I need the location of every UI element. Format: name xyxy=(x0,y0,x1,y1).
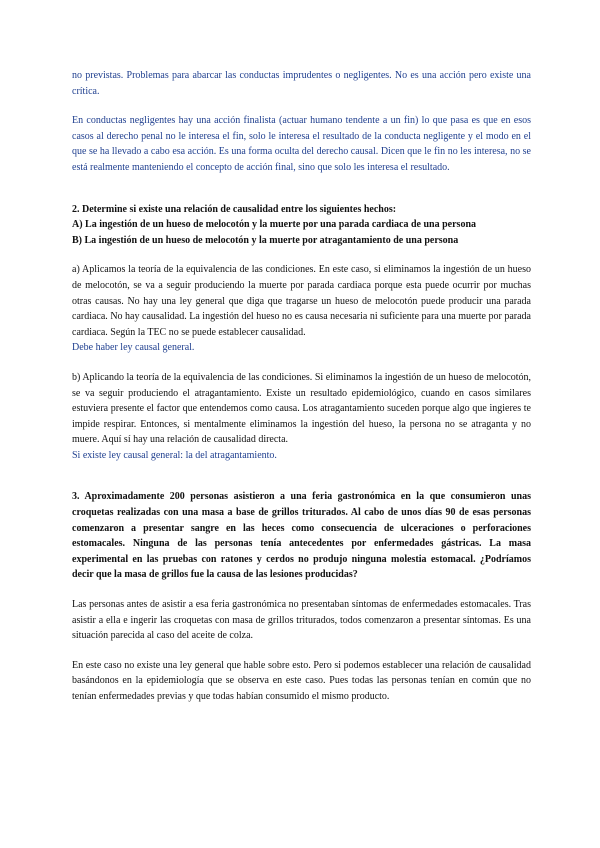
answer-a-note: Debe haber ley causal general. xyxy=(72,342,195,354)
question-3-answer-1: Las personas antes de asistir a esa feria gastronómica no presentaban síntomas de enfermedades estomacales. Tras asistir a ella e ingerir las croquetas con masa de grillos triturados, todos comenzaron a presentar síntomas. Es una situación parecida al caso del aceite de colza. xyxy=(72,599,531,642)
intro-paragraph-1: no previstas. Problemas para abarcar las conductas imprudentes o negligentes. No es una acción pero existe una crítica. xyxy=(72,70,531,97)
question-2-option-b: B) La ingestión de un hueso de melocotón y la muerte por atragantamiento de una persona xyxy=(72,234,459,246)
question-2-option-a: A) La ingestión de un hueso de melocotón y la muerte por una parada cardiaca de una persona xyxy=(72,219,477,231)
question-3-answer-2: En este caso no existe una ley general que hable sobre esto. Pero si podemos establecer una relación de causalidad basándonos en la epidemiología que se observa en este caso. Pues todas las personas tenían en común que no tenían enfermedades previas y que todas habían consumido el mismo producto. xyxy=(72,659,531,702)
answer-a-paragraph: a) Aplicamos la teoría de la equivalencia de las condiciones. En este caso, si eliminamos la ingestión de un hueso de melocotón, se va a seguir produciendo la muerte por parada cardiaca porque esta puede ocurrir por muchas otras causas. No hay una ley general que diga que tragarse un hueso de melocotón puede producir una parada cardiaca. No hay causalidad. La ingestión del hueso no es causa necesaria ni suficiente para una muerte por parada cardiaca. Según la TEC no se puede establecer causalidad. xyxy=(72,264,531,338)
question-3-title: 3. Aproximadamente 200 personas asistieron a una feria gastronómica en la que consumieron unas croquetas realizadas con una masa a base de grillos triturados. Al cabo de unos días 90 de esas personas comenzaron a presentar sangre en las heces como consecuencia de ulceraciones o perforaciones estomacales. Ninguna de las personas tenía antecedentes por enfermedades gástricas. La masa experimental en las pruebas con ratones y cerdos no produjo ninguna molestia estomacal. ¿Podríamos decir que la masa de grillos fue la causa de las lesiones producidas? xyxy=(72,491,531,581)
intro-paragraph-2: En conductas negligentes hay una acción finalista (actuar humano tendente a un fin) lo que pasa es que en esos casos al derecho penal no le interesa el fin, solo le interesa el resultado de la conducta negligente y el modo en el que se ha llevado a cabo esa acción. Es una forma oculta del derecho causal. Dicen que le fin no les interesa, no se está realmente manteniendo el concepto de acción final, sino que solo les interesa el resultado. xyxy=(72,115,531,173)
answer-b-paragraph: b) Aplicando la teoría de la equivalencia de las condiciones. Si eliminamos la ingestión de un hueso de melocotón, se va seguir produciendo el atragantamiento. Existe un resultado epidemiológico, cuando en casos similares estuviera presente el factor que entendemos como causa. Los atragantamiento suceden porque algo que ingieres te impide respirar. Entonces, si mentalmente eliminamos la ingestión del hueso, la persona no se atraganta y no muere. Aquí sí hay una relación de causalidad directa. xyxy=(72,371,531,446)
answer-b-note: Si existe ley causal general: la del atragantamiento. xyxy=(72,449,277,461)
question-2-title: 2. Determine si existe una relación de causalidad entre los siguientes hechos: xyxy=(72,203,397,215)
